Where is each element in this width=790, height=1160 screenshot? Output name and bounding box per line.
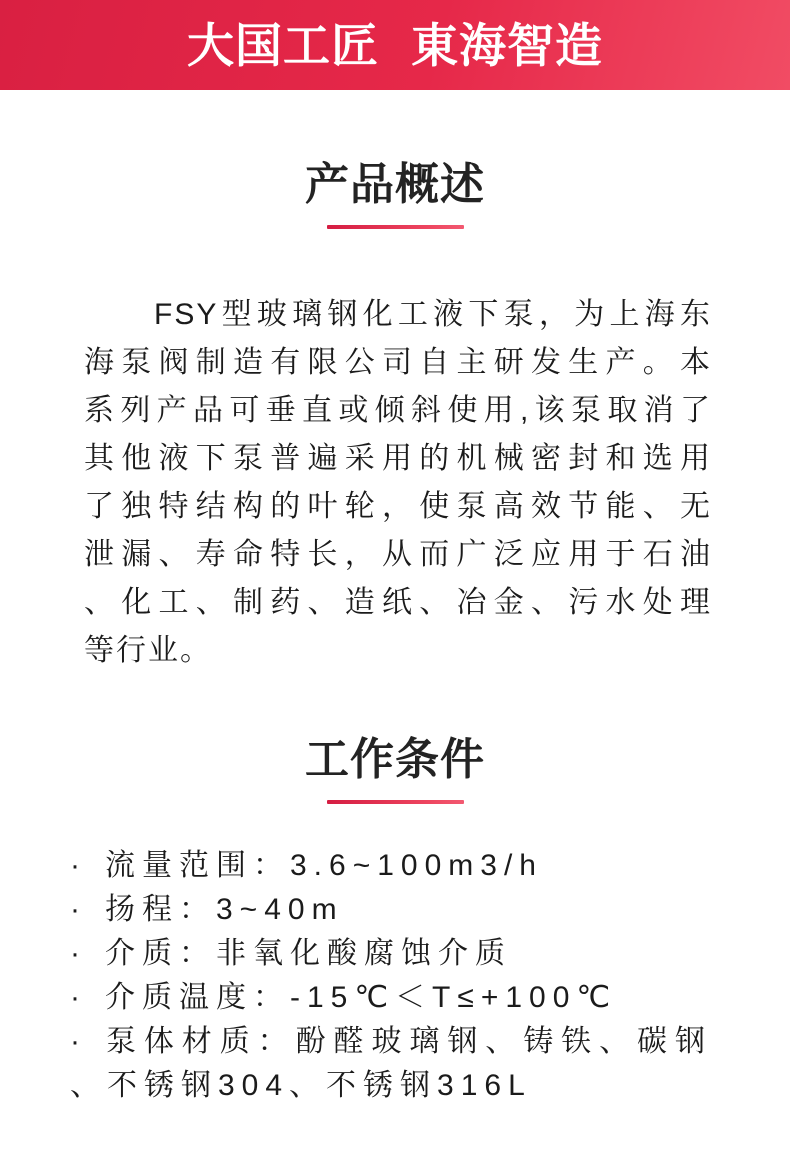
paragraph-line: 、化工、制药、造纸、冶金、污水处理 — [84, 586, 712, 619]
bullet-dot: · — [70, 849, 80, 882]
conditions-section — [0, 735, 790, 1108]
conditions-title-underline — [327, 800, 464, 804]
spec-item-medium — [70, 932, 712, 976]
paragraph-line: 等行业。 — [84, 634, 212, 667]
spec-text: 流量范围：3.6~100m3/h — [105, 849, 543, 882]
spec-item-temperature — [70, 976, 712, 1020]
paragraph-line: 泄漏、寿命特长，从而广泛应用于石油 — [84, 538, 712, 571]
bullet-dot: · — [70, 937, 80, 970]
spec-item-head — [70, 888, 712, 932]
conditions-title: 工作条件 — [305, 735, 485, 784]
paragraph-line: 了独特结构的叶轮，使泵高效节能、无 — [84, 490, 712, 523]
overview-title-underline — [327, 225, 464, 229]
spec-list — [0, 844, 790, 1108]
bullet-dot: · — [70, 893, 80, 926]
spec-text: 介质：非氧化酸腐蚀介质 — [105, 937, 512, 970]
overview-paragraph — [0, 291, 790, 675]
paragraph-line: FSY型玻璃钢化工液下泵，为上海东 — [154, 298, 712, 331]
spec-item-material — [70, 1020, 712, 1108]
bullet-dot: · — [70, 981, 80, 1014]
spec-text: 扬程：3~40m — [105, 893, 344, 926]
banner-title: 大国工匠 東海智造 — [186, 18, 604, 72]
header-banner — [0, 0, 790, 90]
paragraph-line: 海泵阀制造有限公司自主研发生产。本 — [84, 346, 712, 379]
paragraph-line: 系列产品可垂直或倾斜使用,该泵取消了 — [84, 394, 712, 427]
spec-text: 泵体材质：酚醛玻璃钢、铸铁、碳钢、不锈钢304、不锈钢316L — [70, 1025, 712, 1102]
overview-title: 产品概述 — [305, 160, 485, 209]
bullet-dot: · — [70, 1025, 80, 1058]
paragraph-line: 其他液下泵普遍采用的机械密封和选用 — [84, 442, 712, 475]
overview-section — [0, 160, 790, 675]
spec-item-flow-range — [70, 844, 712, 888]
spec-text: 介质温度：-15℃＜T≤+100℃ — [105, 981, 618, 1014]
